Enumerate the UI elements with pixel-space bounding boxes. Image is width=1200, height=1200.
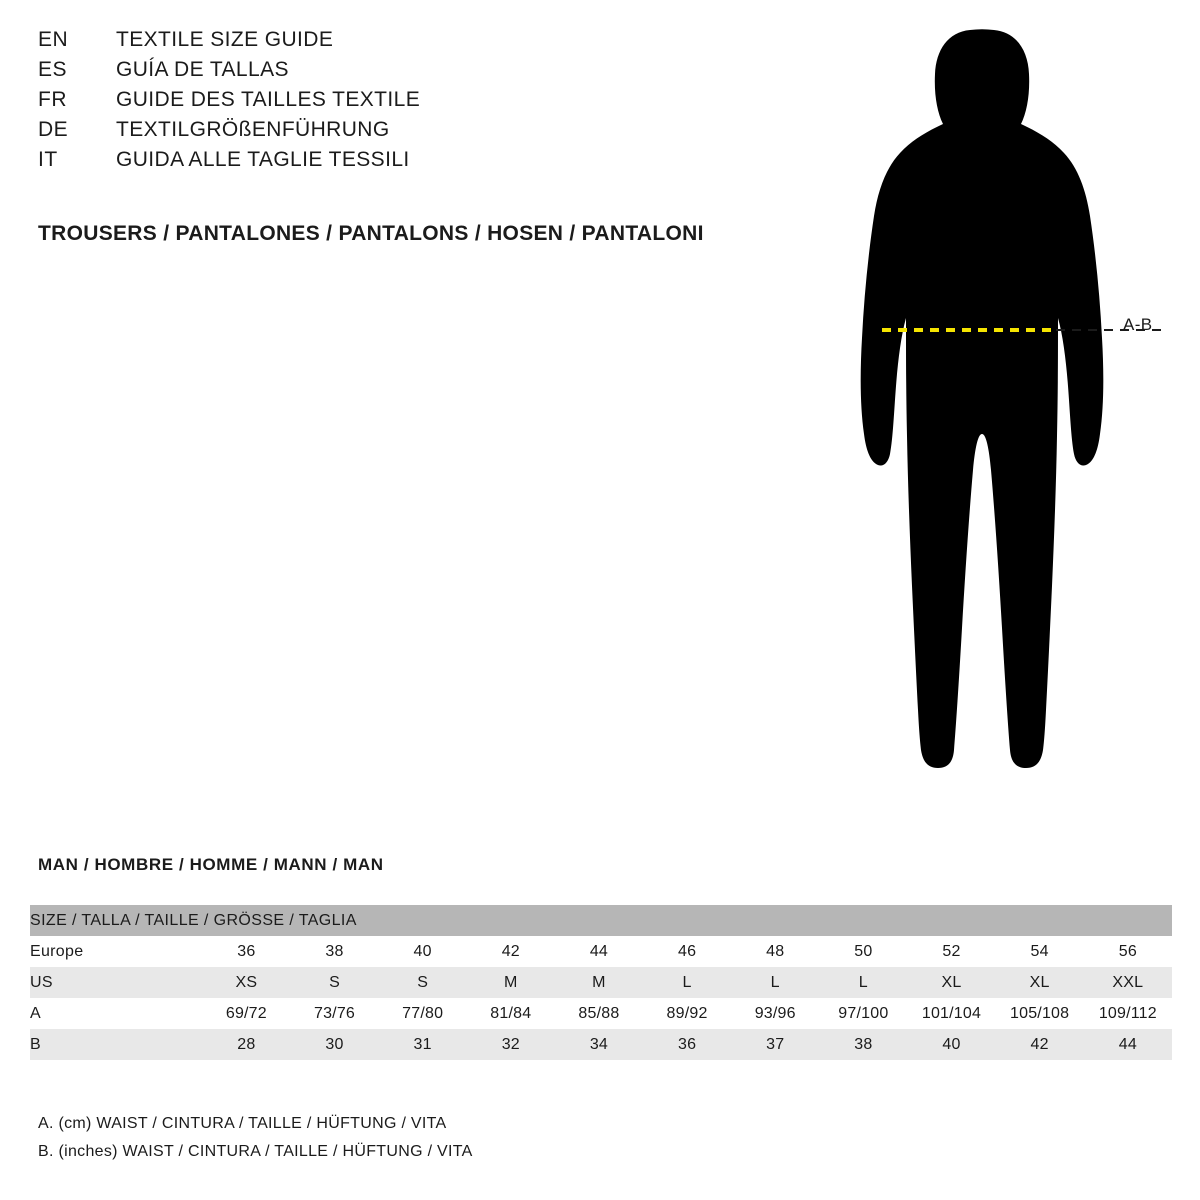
cell: 32 [501,1035,520,1053]
language-title: GUIDA ALLE TAGLIE TESSILI [116,148,410,171]
cell: 40 [942,1035,961,1053]
row-label: B [30,1035,41,1053]
row-label: Europe [30,942,84,960]
cell: 38 [325,942,344,960]
cell: 93/96 [754,1004,796,1022]
cell: XXL [1112,973,1144,991]
cell: 31 [413,1035,432,1053]
cell: 97/100 [838,1004,889,1022]
language-title: GUÍA DE TALLAS [116,58,289,81]
footnote-b: B. (inches) WAIST / CINTURA / TAILLE / HÜFTUNG / VITA [38,1143,473,1160]
cell: S [329,973,340,991]
cell: 48 [766,942,785,960]
cell: 50 [854,942,873,960]
cell: 101/104 [921,1004,982,1022]
cell: 28 [237,1035,256,1053]
row-label: US [30,973,53,991]
footnote-a: A. (cm) WAIST / CINTURA / TAILLE / HÜFTUNG / VITA [38,1115,447,1132]
cell: S [417,973,429,991]
cell: 38 [854,1035,873,1053]
language-code: IT [38,148,58,171]
cell: XL [1029,973,1050,991]
cell: XS [235,973,258,991]
cell: 44 [1118,1035,1137,1053]
cell: 36 [237,942,256,960]
cell: 109/112 [1098,1004,1157,1022]
cell: L [682,973,692,991]
cell: 46 [677,942,697,960]
language-row [38,148,798,178]
cell: 56 [1118,942,1137,960]
language-row [38,118,798,148]
cell: 30 [325,1035,344,1053]
male-silhouette-figure [820,20,1180,800]
cell: M [504,973,518,991]
language-row [38,58,798,88]
language-code: ES [38,58,68,81]
silhouette-shape [861,29,1104,768]
language-row [38,28,798,58]
language-title: GUIDE DES TAILLES TEXTILE [116,88,421,111]
language-code: FR [38,88,67,111]
table-row [30,998,1172,1029]
table-section-title: MAN / HOMBRE / HOMME / MANN / MAN [38,855,384,874]
cell: 105/108 [1010,1004,1070,1022]
size-table [30,905,1172,1060]
language-list [38,28,798,178]
table-header-label: SIZE / TALLA / TAILLE / GRÖSSE / TAGLIA [30,905,1172,936]
cell: 42 [501,942,520,960]
cell: L [770,973,780,991]
cell: 44 [589,942,609,960]
table-row [30,1029,1172,1060]
cell: 77/80 [402,1004,444,1022]
cell: 40 [413,942,432,960]
cell: 42 [1030,1035,1049,1053]
row-label: A [30,1004,41,1022]
language-row [38,88,798,118]
cell: 34 [589,1035,609,1053]
cell: 52 [942,942,961,960]
language-code: DE [38,118,69,141]
cell: 85/88 [578,1004,620,1022]
cell: 54 [1030,942,1049,960]
cell: 37 [766,1035,785,1053]
language-code: EN [38,28,69,51]
garment-type-title: TROUSERS / PANTALONES / PANTALONS / HOSEN / PANTALONI [38,222,704,245]
cell: XL [941,973,962,991]
cell: M [592,973,606,991]
language-title: TEXTILE SIZE GUIDE [116,28,334,51]
cell: 69/72 [225,1004,267,1022]
language-title: TEXTILGRÖßENFÜHRUNG [116,118,390,141]
cell: 73/76 [313,1004,356,1022]
waist-measure-label: A-B [1123,315,1153,334]
table-header-row [30,905,1172,936]
cell: 89/92 [666,1004,708,1022]
footnotes [38,1110,473,1166]
cell: L [858,973,868,991]
cell: 36 [677,1035,697,1053]
table-row [30,936,1172,967]
table-row [30,967,1172,998]
cell: 81/84 [490,1004,532,1022]
